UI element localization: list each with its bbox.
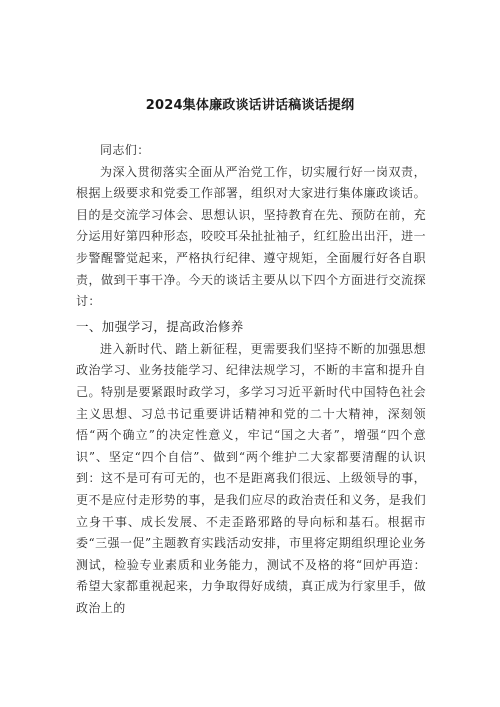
intro-paragraph: 为深入贯彻落实全面从严治党工作，切实履行好一岗双责，根据上级要求和党委工作部署，组织对大家进行集体廉政谈话。目的是交流学习体会、思想认识，坚持教育在先、预防在前，充分运用好第四种形态，咬咬耳朵扯扯袖子，红红脸出出汗，进一步警醒警觉起来，严格执行纪律、遵守规矩，全面履行好各自职责，做到干事干净。今天的谈话主要从以下四个方面进行交流探讨： xyxy=(76,164,426,309)
document-body xyxy=(76,140,426,619)
section-1-paragraph: 进入新时代、踏上新征程，更需要我们坚持不断的加强思想政治学习、业务技能学习、纪律法规学习，不断的丰富和提升自己。特别是要紧跟时政学习，多学习习近平新时代中国特色社会主义思想、习总书记重要讲话精神和党的二十大精神，深刻领悟“两个确立”的决定性意义，牢记“国之大者”，增强“四个意识”、坚定“四个自信”、做到“两个维护二大家都要清醒的认识到：这不是可有可无的，也不是距离我们很远、上级领导的事，更不是应付走形势的事，是我们应尽的政治责任和义务，是我们立身干事、成长发展、不走歪路邪路的导向标和基石。根据市委“三强一促”主题教育实践活动安排，市里将定期组织理论业务测试，检验专业素质和业务能力，测试不及格的将“回炉再造：希望大家都重视起来，力争取得好成绩，真正成为行家里手，做政治上的 xyxy=(76,341,426,615)
section-heading-1: 一、加强学习，提高政治修养 xyxy=(76,318,244,334)
salutation: 同志们： xyxy=(100,143,150,157)
document-title: 2024集体廉政谈话讲话稿谈话提纲 xyxy=(145,98,355,113)
